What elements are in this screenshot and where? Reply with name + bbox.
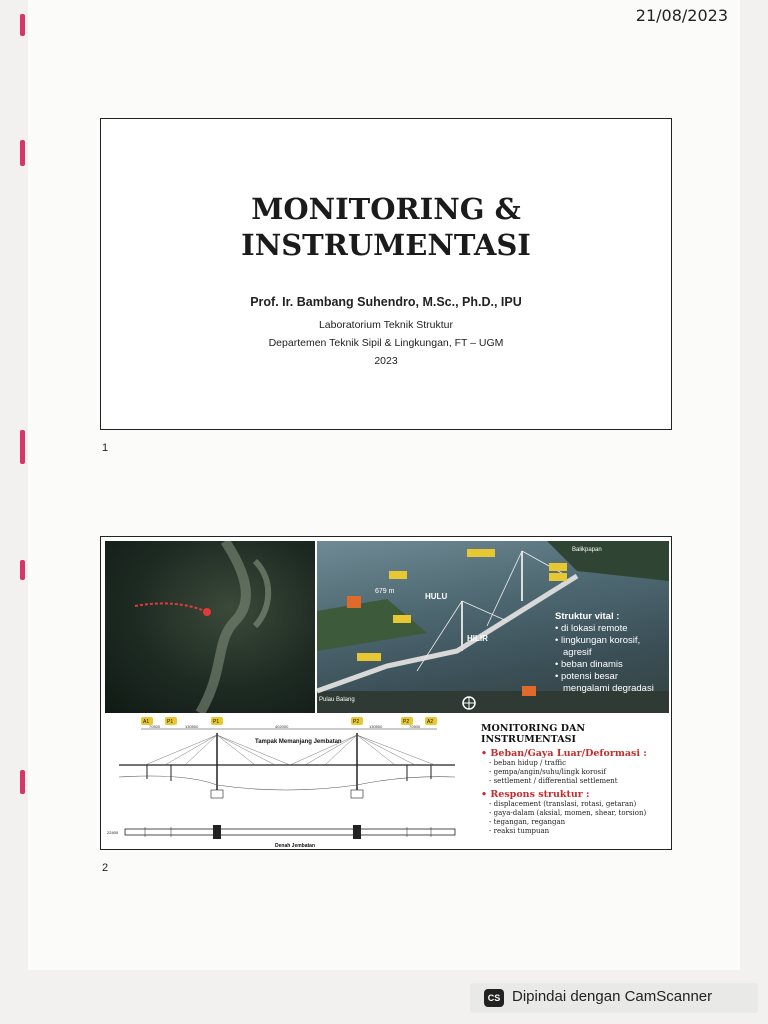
page-number-1: 1 [102,442,109,454]
loads-heading: • Beban/Gaya Luar/Deformasi : [481,748,647,759]
author: Prof. Ir. Bambang Suhendro, M.Sc., Ph.D., IPU [250,295,522,309]
span-length: 130500 [185,724,199,729]
load-item: - settlement / differential settlement [489,777,618,785]
slide-title: MONITORING & INSTRUMENTASI [241,192,531,262]
monitoring-panel [481,723,667,847]
plan-label: Denah Jembatan [275,843,316,847]
span-length: 402000 [275,724,289,729]
bridge-aerial-photo [317,541,669,713]
load-item: - beban hidup / traffic [489,759,567,767]
binder-marks [20,0,28,970]
year: 2023 [374,355,398,367]
camscanner-watermark [470,983,758,1013]
page-number-2: 2 [102,862,109,874]
vital-title: Struktur vital : [555,611,620,622]
span-length: 130500 [369,724,383,729]
vital-item: • lingkungan korosif, [555,635,641,646]
department: Departemen Teknik Sipil & Lingkungan, FT – UGM [268,337,504,349]
elevation-label: Tampak Memanjang Jembatan [255,739,342,745]
camscanner-logo-icon: CS [484,989,504,1007]
distance-label: 679 m [375,588,395,595]
support-tag: A1 [143,719,150,725]
load-item: - gempa/angin/suhu/lingk korosif [489,768,606,776]
handwritten-date: 21/08/2023 [635,6,728,25]
span-length: 70500 [149,724,161,729]
vital-structure-list [555,611,665,695]
vital-item: • potensi besar [555,671,619,682]
plan-width: 22400 [107,830,119,835]
bridge-drawing [105,715,477,847]
vital-item: agresif [563,647,592,658]
support-tag: A2 [427,719,434,725]
response-heading: • Respons struktur : [481,789,590,800]
support-tag: P2 [353,719,360,725]
camscanner-text: Dipindai dengan CamScanner [512,988,713,1005]
pulau-balang-label: Pulau Balang [319,697,355,703]
span-length: 70500 [409,724,421,729]
response-item: - tegangan, regangan [489,818,566,826]
support-tag: P1 [213,719,220,725]
response-item: - gaya-dalam (aksial, momen, shear, torsion) [489,809,647,817]
balikpapan-label: Balikpapan [572,547,602,553]
support-tag: P1 [167,719,174,725]
support-tag: P2 [403,719,410,725]
vital-item: • di lokasi remote [555,623,628,634]
hulu-label: HULU [425,592,448,601]
vital-item: mengalami degradasi [563,683,654,694]
slide-2 [100,536,672,850]
response-item: - displacement (translasi, rotasi, getaran) [489,800,637,808]
laboratory: Laboratorium Teknik Struktur [318,319,454,331]
vital-item: • beban dinamis [555,659,623,670]
response-item: - reaksi tumpuan [489,827,550,835]
satellite-photo [105,541,315,713]
monitoring-heading: MONITORING DAN INSTRUMENTASI [481,723,585,745]
slide-1 [100,118,672,430]
hilir-label: HILIR [467,634,488,643]
